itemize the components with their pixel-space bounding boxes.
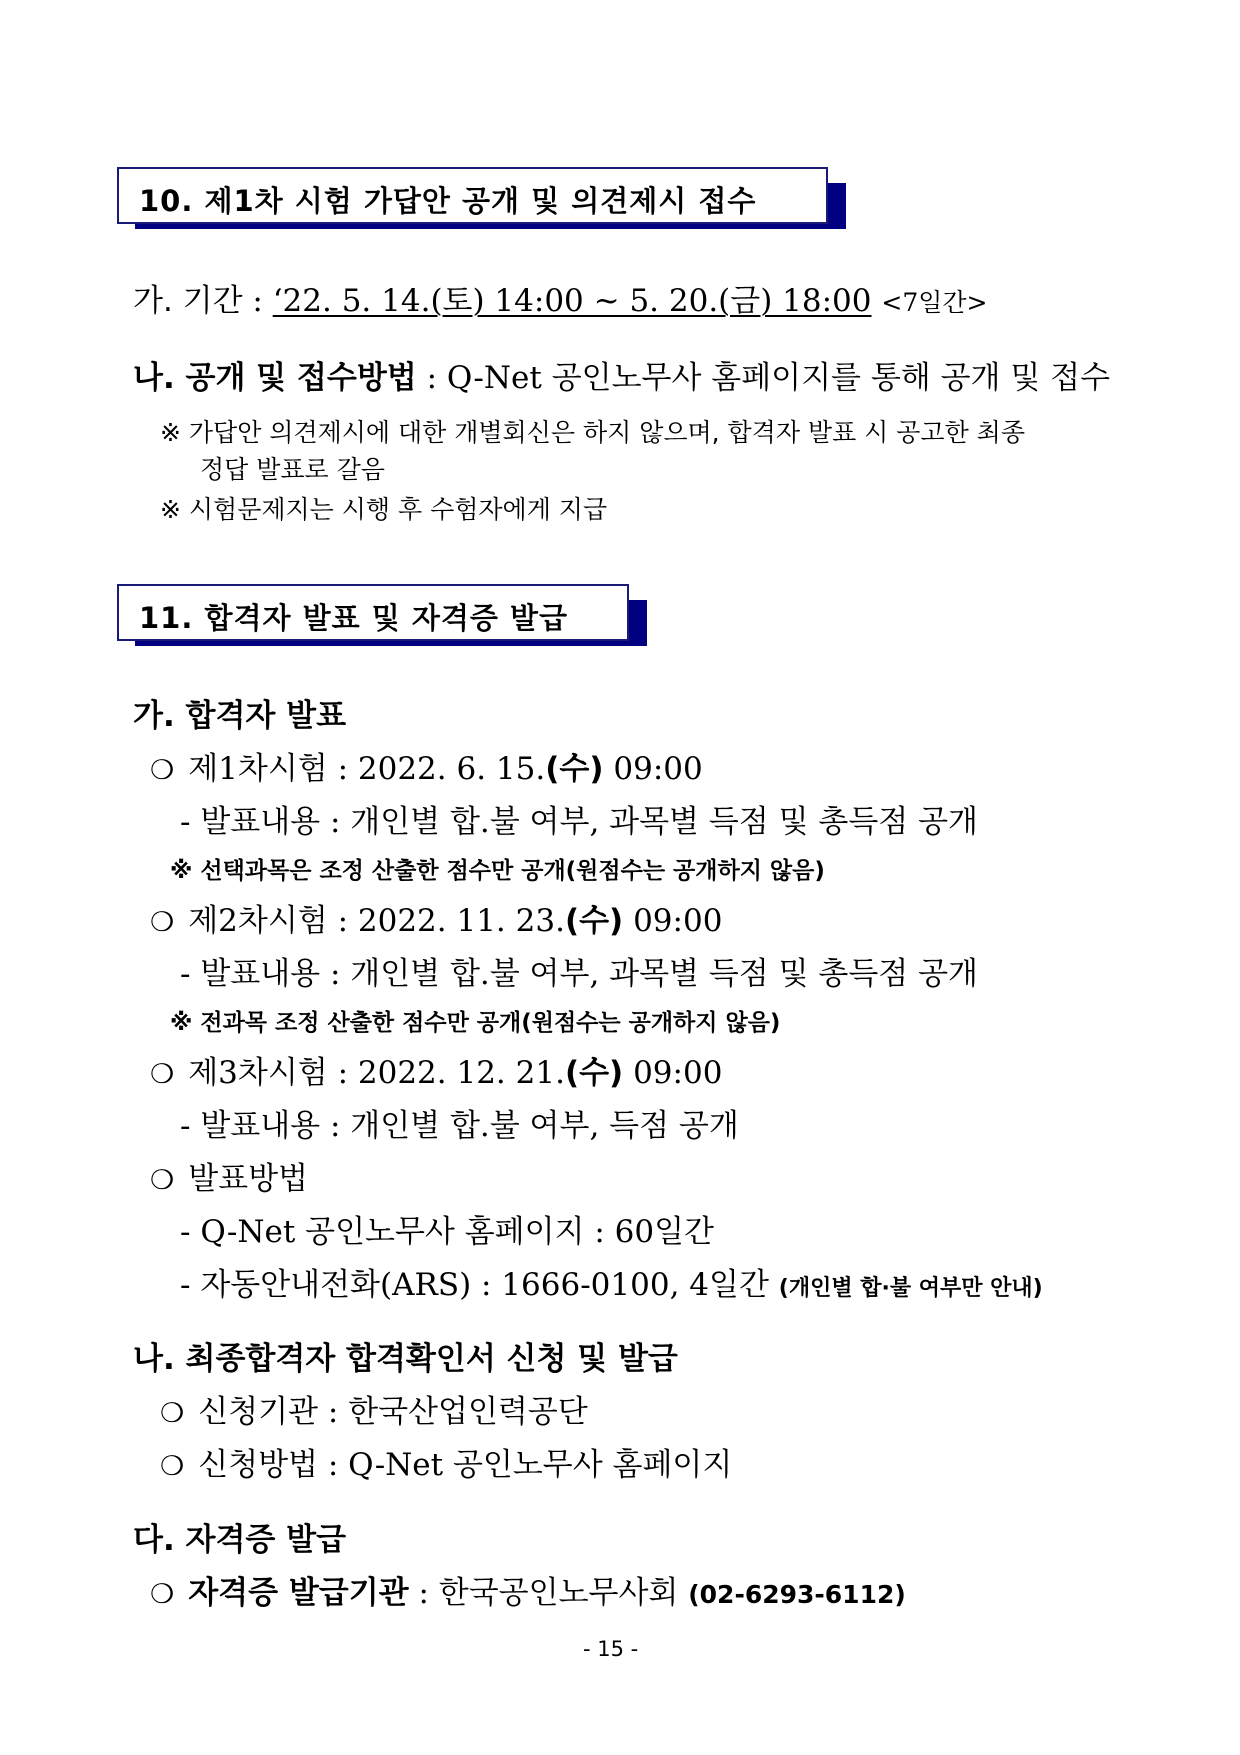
note-1-line-2: 정답 발표로 갈음 [200,455,385,484]
announce-item-2-note: (개인별 합·불 여부만 안내) [778,1276,1043,1301]
period-value: ‘22. 5. 14.(토) 14:00 ~ 5. 20.(금) 18:00 [272,283,872,319]
note-1-line-1 [160,413,1025,449]
exam-2-line [150,895,722,940]
note-2-line [160,490,607,526]
announce-bullet: ❍ [150,1165,175,1196]
exam-3-day: (수) [564,1055,624,1091]
exam-1-note: ※ 선택과목은 조정 산출한 점수만 공개(원점수는 공개하지 않음) [170,858,825,884]
na-heading: 나. 최종합격자 합격확인서 신청 및 발급 [133,1341,678,1377]
section-11-title: 11. 합격자 발표 및 자격증 발급 [139,601,569,635]
note-1-text-1: 가답안 의견제시에 대한 개별회신은 하지 않으며, 합격자 발표 시 공고한 최종 [188,418,1025,447]
da-bullet: ❍ [150,1579,175,1610]
da-issuer-label: 자격증 발급기관 [188,1575,409,1611]
period-label: 가. 기간 [133,283,243,319]
exam-3-bullet: ❍ [150,1059,175,1090]
method-value: : Q-Net 공인노무사 홈페이지를 통해 공개 및 접수 [416,360,1111,396]
da-phone: (02-6293-6112) [688,1580,906,1609]
exam-1-time: 09:00 [603,751,703,787]
na-how-bullet: ❍ [160,1451,185,1482]
exam-2-detail: - 발표내용 : 개인별 합.불 여부, 과목별 득점 및 총득점 공개 [180,956,978,992]
exam-2-label: 제2차시험 : 2022. 11. 23. [188,903,565,939]
na-how: 신청방법 : Q-Net 공인노무사 홈페이지 [198,1447,733,1483]
exam-1-detail: - 발표내용 : 개인별 합.불 여부, 과목별 득점 및 총득점 공개 [180,804,978,840]
announce-label: 발표방법 [188,1161,309,1197]
exam-2-bullet: ❍ [150,907,175,938]
na-how-line [160,1439,732,1484]
exam-3-detail: - 발표내용 : 개인별 합.불 여부, 득점 공개 [180,1108,739,1144]
exam-1-day: (수) [545,751,604,787]
da-heading: 다. 자격증 발급 [133,1522,347,1558]
exam-1-label: 제1차시험 : 2022. 6. 15. [188,751,546,787]
note-2-mark: ※ [160,495,181,524]
exam-3-label: 제3차시험 : 2022. 12. 21. [188,1055,565,1091]
announce-item-2: - 자동안내전화(ARS) : 1666-0100, 4일간 [180,1267,769,1303]
section-11-header [117,584,647,646]
exam-1-line [150,743,703,788]
ga-heading: 가. 합격자 발표 [133,698,347,734]
da-issuer: : 한국공인노무사회 [408,1575,679,1611]
da-issuer-line [150,1567,906,1612]
announce-line [150,1153,308,1198]
na-org-line [160,1386,588,1431]
na-org: 신청기관 : 한국산업인력공단 [198,1394,588,1430]
page-number: - 15 - [583,1637,639,1661]
exam-1-bullet: ❍ [150,755,175,786]
section-10-title: 10. 제1차 시험 가답안 공개 및 의견제시 접수 [139,184,757,218]
method-label: 나. 공개 및 접수방법 [133,360,417,396]
na-org-bullet: ❍ [160,1398,185,1429]
period-line [133,275,987,320]
announce-item-1: - Q-Net 공인노무사 홈페이지 : 60일간 [180,1214,714,1250]
period-suffix: <7일간> [881,288,988,317]
exam-2-day: (수) [564,903,624,939]
section-10-header [117,167,846,229]
announce-item-2-line [180,1259,1043,1304]
note-2-text: 시험문제지는 시행 후 수험자에게 지급 [188,495,608,524]
method-line [133,352,1110,397]
exam-3-line [150,1047,722,1092]
period-sep: : [242,283,273,319]
exam-2-note: ※ 전과목 조정 산출한 점수만 공개(원점수는 공개하지 않음) [170,1010,781,1036]
exam-3-time: 09:00 [623,1055,723,1091]
note-1-mark: ※ [160,418,181,447]
exam-2-time: 09:00 [623,903,723,939]
